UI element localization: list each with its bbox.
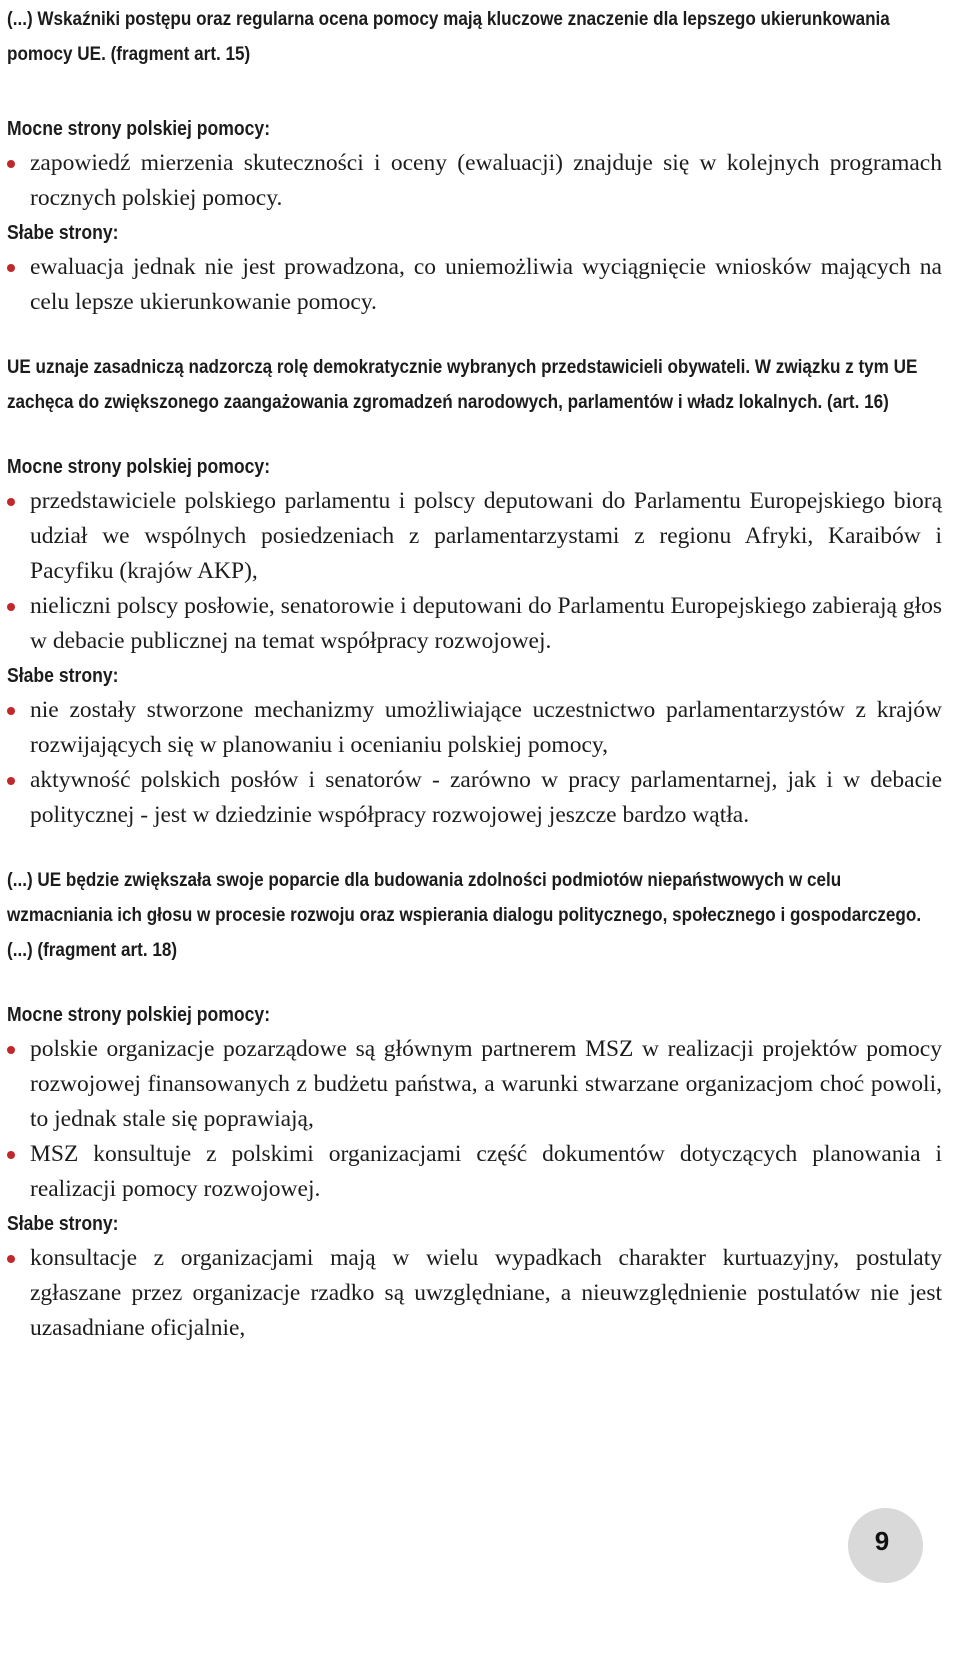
- strengths-list: [7, 1032, 942, 1207]
- strengths-heading: Mocne strony polskiej pomocy:: [7, 456, 271, 478]
- section-art-16: [7, 350, 942, 833]
- list-item: konsultacje z organizacjami mają w wielu wypadkach charakter kurtuazyjny, postulaty zgłaszane przez organizacje rzadko są uwzględniane, a nieuwzględnienie postulatów nie jest uzasadniane oficjalnie,: [7, 1241, 942, 1346]
- section-art-18: [7, 863, 942, 1346]
- bullet-icon: [7, 777, 15, 785]
- bullet-icon: [7, 1151, 15, 1159]
- bullet-icon: [7, 603, 15, 611]
- bullet-icon: [7, 707, 15, 715]
- weaknesses-list: [7, 693, 942, 833]
- bullet-icon: [7, 1046, 15, 1054]
- bullet-icon: [7, 160, 15, 168]
- list-item: ewaluacja jednak nie jest prowadzona, co uniemożliwia wyciągnięcie wniosków mających na celu lepsze ukierunkowanie pomocy.: [7, 250, 942, 320]
- weaknesses-heading: Słabe strony:: [7, 222, 119, 244]
- list-item: aktywność polskich posłów i senatorów - zarówno w pracy parlamentarnej, jak i w debacie politycznej - jest w dziedzinie współpracy rozwojowej jeszcze bardzo wątła.: [7, 763, 942, 833]
- treaty-quote: (...) UE będzie zwiększała swoje poparcie dla budowania zdolności podmiotów niepaństwowych w celu wzmacniania ich głosu w procesie rozwoju oraz wspierania dialogu politycznego, społecznego i gospodarczego. (...) (fragment art. 18): [7, 870, 922, 961]
- weaknesses-list: [7, 1241, 942, 1346]
- section-art-15: [7, 2, 942, 320]
- list-item: nieliczni polscy posłowie, senatorowie i deputowani do Parlamentu Europejskiego zabierają głos w debacie publicznej na temat współpracy rozwojowej.: [7, 589, 942, 659]
- weaknesses-heading: Słabe strony:: [7, 665, 119, 687]
- list-item: zapowiedź mierzenia skuteczności i oceny (ewaluacji) znajduje się w kolejnych programach rocznych polskiej pomocy.: [7, 146, 942, 216]
- list-item: MSZ konsultuje z polskimi organizacjami część dokumentów dotyczących planowania i realizacji pomocy rozwojowej.: [7, 1137, 942, 1207]
- strengths-heading: Mocne strony polskiej pomocy:: [7, 118, 271, 140]
- weaknesses-list: [7, 250, 942, 320]
- treaty-quote: UE uznaje zasadniczą nadzorczą rolę demokratycznie wybranych przedstawicieli obywateli. W związku z tym UE zachęca do zwiększonego zaangażowania zgromadzeń narodowych, parlamentów i władz lokalnych. (art. 16): [7, 357, 918, 413]
- list-item: przedstawiciele polskiego parlamentu i polscy deputowani do Parlamentu Europejskiego biorą udział we wspólnych posiedzeniach z parlamentarzystami z regionu Afryki, Karaibów i Pacyfiku (krajów AKP),: [7, 484, 942, 589]
- strengths-heading: Mocne strony polskiej pomocy:: [7, 1004, 271, 1026]
- list-item: nie zostały stworzone mechanizmy umożliwiające uczestnictwo parlamentarzystów z krajów rozwijających się w planowaniu i ocenianiu polskiej pomocy,: [7, 693, 942, 763]
- page-number: 9: [874, 1526, 890, 1556]
- document-page: [7, 0, 942, 1346]
- bullet-icon: [7, 1255, 15, 1263]
- bullet-icon: [7, 264, 15, 272]
- weaknesses-heading: Słabe strony:: [7, 1213, 119, 1235]
- list-item: polskie organizacje pozarządowe są głównym partnerem MSZ w realizacji projektów pomocy rozwojowej finansowanych z budżetu państwa, a warunki stwarzane organizacjom choć powoli, to jednak stale się poprawiają,: [7, 1032, 942, 1137]
- treaty-quote: (...) Wskaźniki postępu oraz regularna ocena pomocy mają kluczowe znaczenie dla lepszego ukierunkowania pomocy UE. (fragment art. 15): [7, 9, 890, 65]
- strengths-list: [7, 484, 942, 659]
- bullet-icon: [7, 498, 15, 506]
- strengths-list: [7, 146, 942, 216]
